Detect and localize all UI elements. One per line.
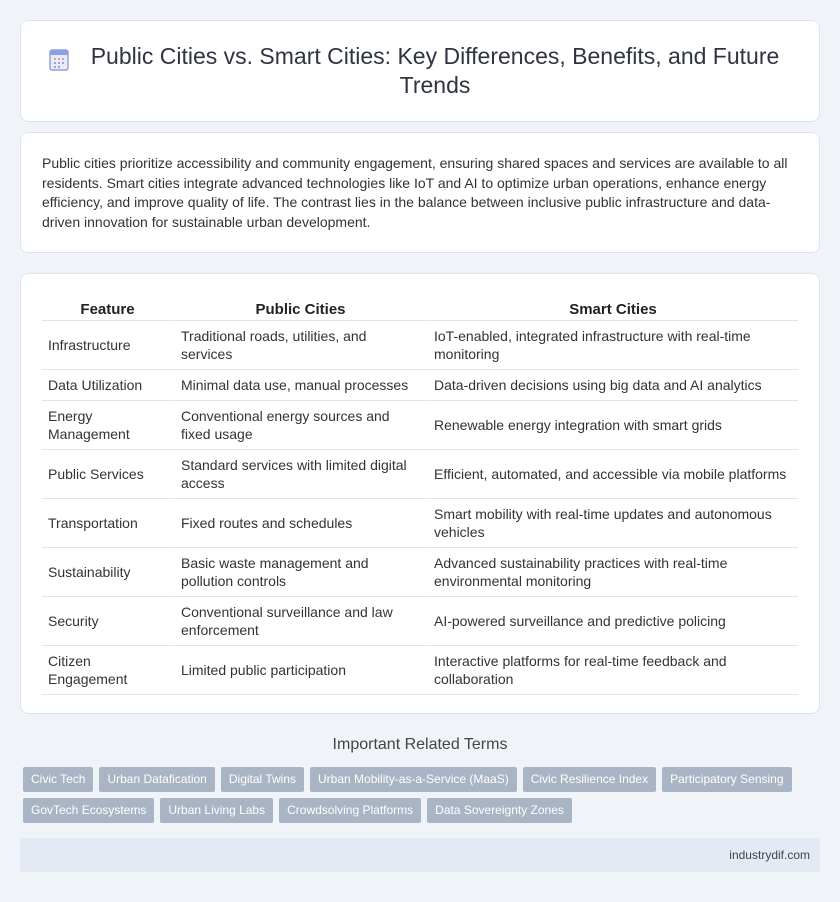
page-title: Public Cities vs. Smart Cities: Key Differences, Benefits, and Future Trends [90, 43, 780, 98]
table-row [42, 646, 798, 695]
table-row [42, 450, 798, 499]
header-smart-cities: Smart Cities [426, 295, 798, 321]
feature-cell: Energy Management [42, 401, 173, 450]
tag-civic-resilience-index[interactable]: Civic Resilience Index [523, 767, 656, 792]
tag-participatory-sensing[interactable]: Participatory Sensing [662, 767, 791, 792]
tag-govtech-ecosystems[interactable]: GovTech Ecosystems [23, 798, 154, 823]
feature-cell: Citizen Engagement [42, 646, 173, 695]
smart-cell: Smart mobility with real-time updates and autonomous vehicles [426, 499, 798, 548]
smart-cell: Efficient, automated, and accessible via mobile platforms [426, 450, 798, 499]
header-card [20, 20, 820, 122]
feature-cell: Data Utilization [42, 370, 173, 401]
public-cell: Conventional energy sources and fixed usage [173, 401, 426, 450]
tag-urban-living-labs[interactable]: Urban Living Labs [160, 798, 273, 823]
public-cell: Minimal data use, manual processes [173, 370, 426, 401]
header-public-cities: Public Cities [173, 295, 426, 321]
public-cell: Limited public participation [173, 646, 426, 695]
summary-text: Public cities prioritize accessibility and community engagement, ensuring shared spaces and services are available to all residents. Smart cities integrate advanced technologies like IoT and AI to optimize urban operations, enhance energy efficiency, and improve quality of life. The contrast lies in the balance between inclusive public infrastructure and data-driven innovation for sustainable urban development. [42, 155, 788, 230]
table-row [42, 370, 798, 401]
public-cell: Traditional roads, utilities, and services [173, 321, 426, 370]
footer-site[interactable]: industrydif.com [729, 848, 810, 862]
smart-cell: AI-powered surveillance and predictive policing [426, 597, 798, 646]
comparison-table-card [20, 273, 820, 714]
feature-cell: Sustainability [42, 548, 173, 597]
table-row [42, 499, 798, 548]
tag-urban-mobility-maas[interactable]: Urban Mobility-as-a-Service (MaaS) [310, 767, 517, 792]
feature-cell: Infrastructure [42, 321, 173, 370]
footer [20, 838, 820, 872]
smart-cell: IoT-enabled, integrated infrastructure with real-time monitoring [426, 321, 798, 370]
table-header-row [42, 295, 798, 321]
smart-cell: Interactive platforms for real-time feedback and collaboration [426, 646, 798, 695]
public-cell: Standard services with limited digital access [173, 450, 426, 499]
feature-cell: Public Services [42, 450, 173, 499]
related-terms-tags [23, 767, 813, 823]
feature-cell: Security [42, 597, 173, 646]
tag-urban-datafication[interactable]: Urban Datafication [99, 767, 214, 792]
document-icon [47, 48, 71, 72]
public-cell: Fixed routes and schedules [173, 499, 426, 548]
tag-crowdsolving-platforms[interactable]: Crowdsolving Platforms [279, 798, 421, 823]
table-row [42, 548, 798, 597]
summary-card [20, 132, 820, 253]
related-terms-title: Important Related Terms [332, 736, 508, 753]
tag-civic-tech[interactable]: Civic Tech [23, 767, 93, 792]
tag-data-sovereignty-zones[interactable]: Data Sovereignty Zones [427, 798, 572, 823]
smart-cell: Renewable energy integration with smart grids [426, 401, 798, 450]
table-row [42, 401, 798, 450]
smart-cell: Data-driven decisions using big data and AI analytics [426, 370, 798, 401]
table-row [42, 321, 798, 370]
header-feature: Feature [42, 295, 173, 321]
smart-cell: Advanced sustainability practices with real-time environmental monitoring [426, 548, 798, 597]
feature-cell: Transportation [42, 499, 173, 548]
table-row [42, 597, 798, 646]
public-cell: Basic waste management and pollution controls [173, 548, 426, 597]
comparison-table [42, 295, 798, 695]
tag-digital-twins[interactable]: Digital Twins [221, 767, 304, 792]
public-cell: Conventional surveillance and law enforcement [173, 597, 426, 646]
